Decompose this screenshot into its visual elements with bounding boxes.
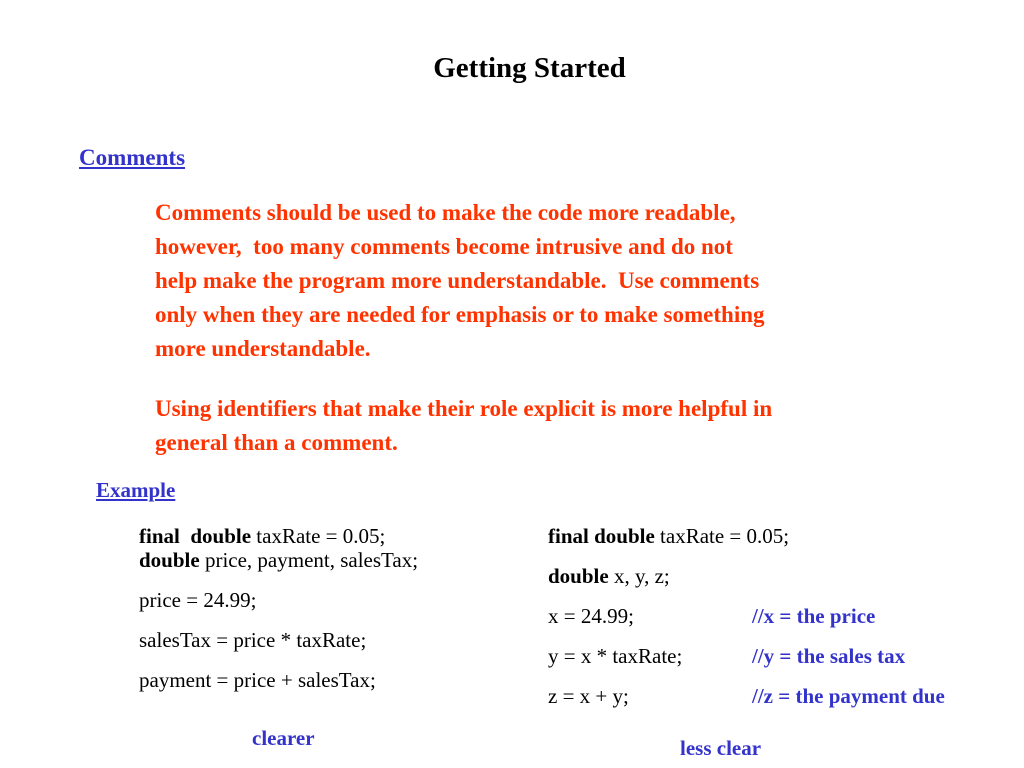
keyword: double <box>190 524 252 548</box>
caption-less-clear: less clear <box>680 736 762 760</box>
code-text: x, y, z; <box>608 564 670 588</box>
paragraph-line: help make the program more understandable. Use comments <box>155 268 760 293</box>
left-code-line-1 <box>139 524 385 549</box>
right-code-line-5: z = x + y; <box>548 684 629 708</box>
slide-title: Getting Started <box>433 52 626 84</box>
paragraph-line: general than a comment. <box>155 430 398 455</box>
comment-line-5: //z = the payment due <box>752 684 945 708</box>
comments-heading: Comments <box>79 145 186 170</box>
caption-clearer: clearer <box>252 726 315 750</box>
keyword: double <box>548 564 609 588</box>
comments-paragraph-2 <box>155 392 772 460</box>
code-text: taxRate = 0.05; <box>251 524 386 548</box>
keyword: final double <box>548 524 655 548</box>
code-text: price, payment, salesTax; <box>199 548 419 572</box>
paragraph-line: however, too many comments become intrusive and do not <box>155 234 733 259</box>
paragraph-line: only when they are needed for emphasis or to make something <box>155 302 765 327</box>
paragraph-line: Using identifiers that make their role explicit is more helpful in <box>155 396 773 421</box>
left-code-line-3: price = 24.99; <box>139 588 257 612</box>
right-code-line-1 <box>548 524 789 549</box>
left-code-line-5: payment = price + salesTax; <box>139 668 376 692</box>
code-text: taxRate = 0.05; <box>654 524 790 548</box>
keyword: final <box>139 524 180 548</box>
right-code-line-4: y = x * taxRate; <box>548 644 683 668</box>
right-code-line-3: x = 24.99; <box>548 604 634 628</box>
paragraph-line: more understandable. <box>155 336 371 361</box>
comments-paragraph-1 <box>155 196 765 366</box>
example-heading: Example <box>96 478 176 502</box>
paragraph-line: Comments should be used to make the code more readable, <box>155 200 736 225</box>
comment-line-4: //y = the sales tax <box>752 644 906 668</box>
right-code-line-2 <box>548 564 670 589</box>
keyword: double <box>139 548 200 572</box>
comment-line-3: //x = the price <box>752 604 876 628</box>
left-code-line-2 <box>139 548 418 573</box>
left-code-line-4: salesTax = price * taxRate; <box>139 628 367 652</box>
